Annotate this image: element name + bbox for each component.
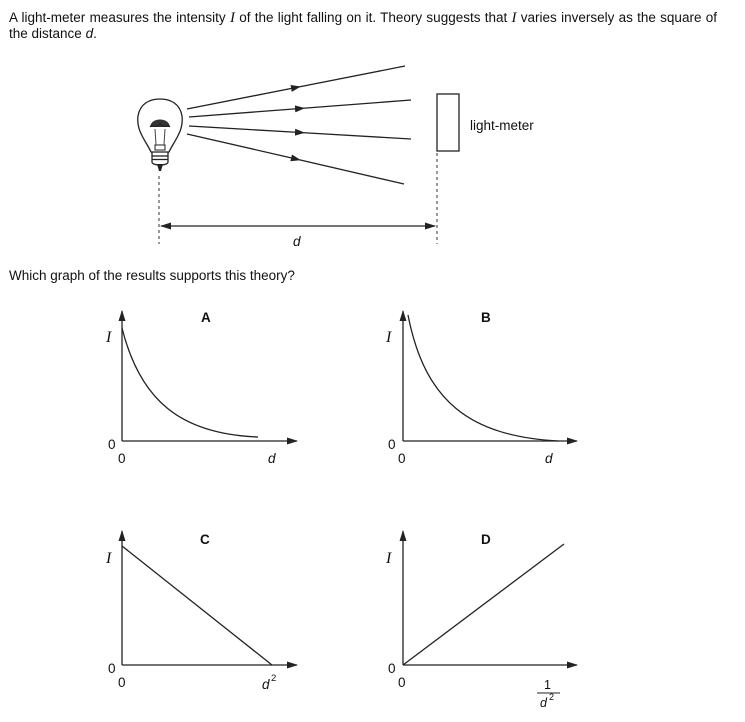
- y-axis-label: I: [386, 550, 392, 567]
- x-axis-label-exponent: 2: [549, 692, 555, 702]
- origin-y-label: 0: [108, 437, 116, 452]
- graph-a: [105, 310, 297, 466]
- light-meter-label: light-meter: [470, 118, 534, 133]
- origin-y-label: 0: [388, 661, 396, 676]
- intro-text-2: of the light falling on it. Theory suggests that: [234, 10, 512, 25]
- option-label: A: [201, 310, 211, 325]
- x-axis-label-denominator: d: [540, 696, 547, 710]
- origin-x-label: 0: [398, 675, 406, 690]
- option-label: C: [200, 532, 210, 547]
- x-axis-label-numerator: 1: [544, 678, 551, 692]
- intensity-variable: I: [511, 10, 517, 26]
- graph-line: [403, 544, 564, 665]
- light-meter-box: [437, 94, 459, 151]
- intro-text-1: A light-meter measures the intensity: [9, 10, 230, 25]
- x-axis-label: d: [268, 451, 276, 466]
- origin-y-label: 0: [108, 661, 116, 676]
- graph-b: [385, 310, 577, 466]
- light-rays: [187, 66, 411, 184]
- question-text: Which graph of the results supports this theory?: [9, 268, 295, 283]
- intro-text-4: .: [93, 26, 97, 41]
- origin-x-label: 0: [118, 451, 126, 466]
- graph-c: [105, 531, 297, 692]
- graph-d: [385, 531, 577, 710]
- graph-curve: [122, 328, 258, 437]
- y-axis-label: I: [106, 329, 112, 346]
- origin-x-label: 0: [118, 675, 126, 690]
- graph-curve: [408, 315, 558, 441]
- option-label: D: [481, 532, 491, 547]
- distance-label: d: [293, 234, 301, 249]
- x-axis-label: d: [545, 451, 553, 466]
- graph-line: [122, 546, 272, 665]
- light-bulb-icon: [138, 99, 183, 171]
- light-ray: [187, 134, 404, 184]
- light-ray: [189, 126, 411, 139]
- intensity-variable: I: [229, 10, 235, 26]
- origin-y-label: 0: [388, 437, 396, 452]
- distance-variable: d: [85, 26, 94, 41]
- origin-x-label: 0: [398, 451, 406, 466]
- option-label: B: [481, 310, 491, 325]
- x-axis-label: d: [262, 677, 270, 692]
- x-axis-label-exponent: 2: [271, 673, 277, 684]
- y-axis-label: I: [386, 329, 392, 346]
- y-axis-label: I: [106, 550, 112, 567]
- intro-text-3: varies inversely as the square of the distance: [9, 10, 717, 41]
